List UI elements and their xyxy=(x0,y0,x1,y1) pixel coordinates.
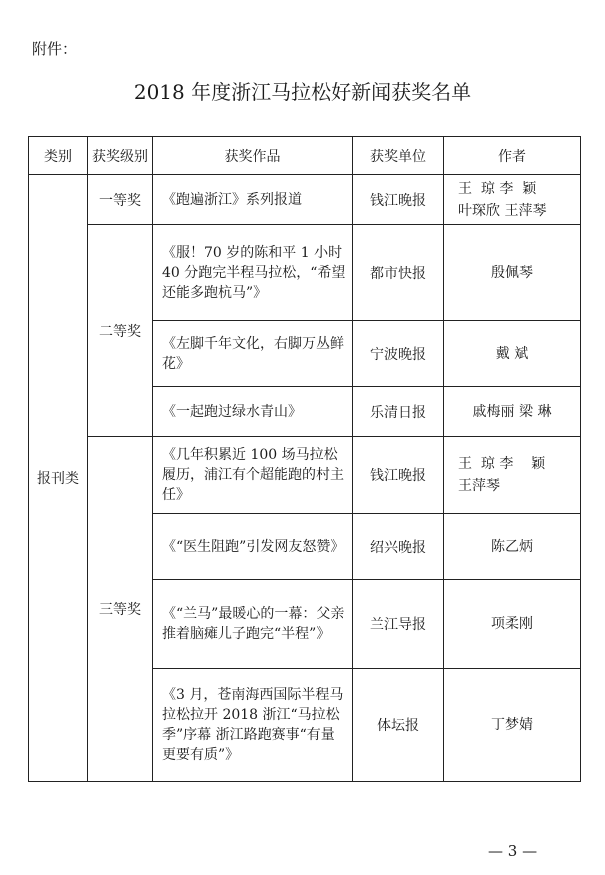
author-line: 叶琛欣 王萍琴 xyxy=(458,202,547,219)
unit-cell: 都市快报 xyxy=(353,225,444,321)
author-lines xyxy=(444,178,580,222)
author-cell xyxy=(444,175,581,225)
author-cell: 殷佩琴 xyxy=(444,225,581,321)
unit-cell: 钱江晚报 xyxy=(353,437,444,514)
unit-cell: 乐清日报 xyxy=(353,387,444,437)
level-cell-third: 三等奖 xyxy=(88,437,153,782)
author-cell: 戚梅丽 梁 琳 xyxy=(444,387,581,437)
table-header-row xyxy=(29,137,581,175)
author-line: 王萍琴 xyxy=(458,478,500,494)
author-cell xyxy=(444,437,581,514)
author-lines xyxy=(444,453,580,497)
work-cell: 《几年积累近 100 场马拉松履历，浦江有个超能跑的村主任》 xyxy=(153,437,353,514)
document-title: 2018 年度浙江马拉松好新闻获奖名单 xyxy=(133,80,472,104)
header-author: 作者 xyxy=(444,137,581,175)
table-row xyxy=(29,175,581,225)
header-unit: 获奖单位 xyxy=(353,137,444,175)
author-cell: 陈乙炳 xyxy=(444,514,581,580)
work-cell: 《3 月，苍南海西国际半程马拉松拉开 2018 浙江“马拉松季”序幕 浙江路跑赛事“有量更要有质”》 xyxy=(153,669,353,782)
unit-cell: 体坛报 xyxy=(353,669,444,782)
unit-cell: 宁波晚报 xyxy=(353,321,444,387)
table-row xyxy=(29,437,581,514)
author-cell: 戴 斌 xyxy=(444,321,581,387)
unit-cell: 绍兴晚报 xyxy=(353,514,444,580)
unit-cell: 钱江晚报 xyxy=(353,175,444,225)
header-work: 获奖作品 xyxy=(153,137,353,175)
author-line: 王 琼 李 颖 xyxy=(458,180,537,197)
work-cell: 《服！70 岁的陈和平 1 小时 40 分跑完半程马拉松，“希望还能多跑杭马”》 xyxy=(153,225,353,321)
unit-cell: 兰江导报 xyxy=(353,580,444,669)
category-cell: 报刊类 xyxy=(29,175,88,782)
work-cell: 《左脚千年文化，右脚万丛鲜花》 xyxy=(153,321,353,387)
attachment-label: 附件： xyxy=(32,40,78,58)
work-cell: 《“医生阻跑”引发网友怒赞》 xyxy=(153,514,353,580)
level-cell-first: 一等奖 xyxy=(88,175,153,225)
level-cell-second: 二等奖 xyxy=(88,225,153,437)
work-cell: 《跑遍浙江》系列报道 xyxy=(153,175,353,225)
author-cell: 丁梦婧 xyxy=(444,669,581,782)
work-cell: 《一起跑过绿水青山》 xyxy=(153,387,353,437)
header-level: 获奖级别 xyxy=(88,137,153,175)
awards-table xyxy=(28,136,581,782)
work-cell: 《“兰马”最暖心的一幕：父亲推着脑瘫儿子跑完“半程”》 xyxy=(153,580,353,669)
author-cell: 项柔刚 xyxy=(444,580,581,669)
author-line: 王 琼 李 颖 xyxy=(458,456,546,472)
header-category: 类别 xyxy=(29,137,88,175)
table-row xyxy=(29,225,581,321)
page-number: — 3 — xyxy=(488,842,538,860)
